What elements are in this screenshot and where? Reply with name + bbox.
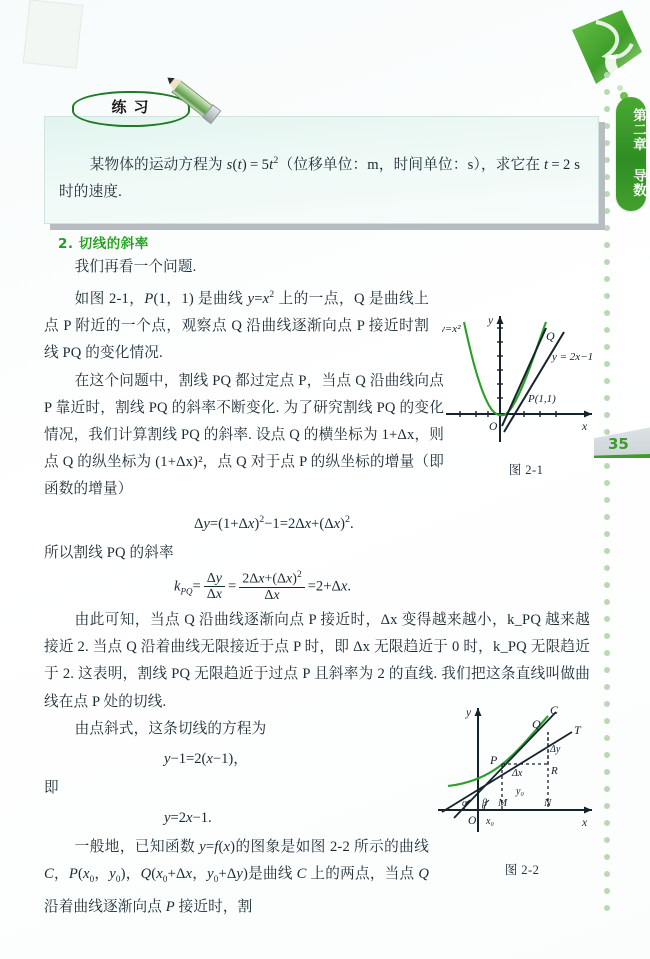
exercise-line-1 <box>59 147 582 179</box>
figure-2-1-x-axis-label: x <box>582 421 588 433</box>
figure-2-2-delta-y-label: Δy <box>550 744 561 755</box>
figure-2-2-curve-label: C <box>550 703 559 717</box>
paragraph-so-slope: 所以割线 PQ 的斜率 <box>44 544 174 561</box>
figure-2-1-point-p-label: P(1,1) <box>528 393 556 405</box>
chapter-tab: 第二章 导数 <box>616 97 646 211</box>
main-content <box>44 232 590 921</box>
equation-delta-y: $\Delta y=(1+\Delta x)^2-1=2\Delta x+(\Delta x)^2$. <box>194 513 354 532</box>
figure-2-1-curve-label: y=x² <box>442 323 461 335</box>
exercise-formula-s-of-t: $s(t) = 5t^2$ <box>226 155 279 173</box>
exercise-formula-t-equals-2s: t = 2 s <box>544 156 581 173</box>
para2-part-a: 如图 2-1， <box>74 291 145 308</box>
section-heading: 2. 切线的斜率 <box>58 236 149 252</box>
figure-2-1-line-label: y = 2x−1 <box>552 351 594 363</box>
figure-2-2-point-p-label: P <box>490 753 498 767</box>
figure-2-2-delta-x-label: Δx <box>512 768 523 779</box>
figure-2-2-tangent-label: T <box>574 723 581 737</box>
paragraph-point-slope-form: 由点斜式，这条切线的方程为 <box>74 720 267 737</box>
equation-k-pq: $k_{PQ}=$ $\frac{\Delta y}{\Delta x}$ = $\frac{2\Delta x+(\Delta x)^2}{\Delta x}$ =2+Δx. <box>174 569 351 604</box>
exercise-badge-label: 练习 <box>111 98 156 116</box>
figure-2-2-point-m-label: M <box>498 797 508 809</box>
exercise-badge <box>72 89 202 129</box>
para2-part-e: 上的一点，Q 是曲线上点 P 附近的一个点，观察点 Q 沿曲线逐渐向点 P 接近时割线 PQ 的变化情况. <box>44 291 429 362</box>
figure-2-2-point-r-label: R <box>551 765 558 777</box>
figure-2-2-point-n-label: N <box>544 797 552 809</box>
para2-part-c: 是曲线 <box>193 291 248 308</box>
para2-point-p: P <box>144 291 154 308</box>
exercise-box <box>44 116 599 224</box>
exercise-text-mid: （位移单位：m，时间单位：s），求它在 <box>278 156 545 173</box>
para2-function: y <box>247 291 255 308</box>
exercise-text-prefix: 某物体的运动方程为 <box>89 156 227 173</box>
equation-tangent-simplified: y=2x−1. <box>164 810 212 827</box>
figure-2-2-x0-label: x₀ <box>486 816 494 827</box>
figure-2-2-angle-alpha-label: α <box>462 798 468 809</box>
figure-2-2-origin-label: O <box>468 815 477 827</box>
figure-2-2-y-axis-label: y <box>466 707 472 719</box>
paragraph-secant-slope: 在这个问题中，割线 PQ 都过定点 P，当点 Q 沿曲线向点 P 靠近时，割线 PQ 的斜率不断变化. 为了研究割线 PQ 的变化情况，我们计算割线 PQ 的斜率. 设点 Q 的横坐标为 1+Δx，则点 Q 的纵坐标为 (1+Δx)²，点 Q 对于点 P 的纵坐标的增量（即函数的增量） <box>44 372 444 498</box>
figure-2-2-angle-beta-label: β <box>482 798 487 809</box>
figure-2-2-point-q-label: Q <box>532 717 541 731</box>
figure-2-1-point-q-label: Q <box>546 329 555 343</box>
figure-2-1-y-axis-label: y <box>488 315 494 327</box>
paragraph-limit-discussion: 由此可知，当点 Q 沿曲线逐渐向点 P 接近时，Δx 变得越来越小，k_PQ 越来越接近 2. 当点 Q 沿着曲线无限接近于点 P 时，即 Δx 无限趋近于 0 时，k_PQ 无限趋近于 2. 这表明，割线 PQ 无限趋近于过点 P 且斜率为 2 的直线. 我们把这条直线叫做曲线在点 P 处的切线. <box>44 612 590 710</box>
paragraph-figure-reference: 如图 2-1，P(1，1) 是曲线 $y=x^2$ 上的一点，Q 是曲线上点 P 附近的一个点，观察点 Q 沿曲线逐渐向点 P 接近时割线 PQ 的变化情况. <box>44 289 429 362</box>
figure-2-1-caption: 图 2-1 <box>508 463 544 477</box>
figure-2-2-x-axis-label: x <box>582 817 588 829</box>
decorative-paper-sheet <box>23 0 83 69</box>
figure-2-2-y0-label: y₀ <box>516 786 524 797</box>
paragraph-general-case: 一般地，已知函数 y=f(x)的图象是如图 2-2 所示的曲线 C，$P(x_0$，$y_0$)，$Q(x_0+\Delta x$，$y_0+\Delta y$)是曲线 C 上的两点，当点 Q 沿着曲线逐渐向点 P 接近时，割 <box>44 839 430 915</box>
paragraph-that-is: 即 <box>44 780 59 797</box>
figure-2-1-origin-label: O <box>489 421 498 433</box>
paragraph-intro: 我们再看一个问题. <box>74 259 197 275</box>
figure-2-2-caption: 图 2-2 <box>504 863 540 877</box>
exercise-body <box>45 117 598 206</box>
exercise-line-2: 时的速度. <box>59 183 123 200</box>
page-number: 35 <box>608 435 629 453</box>
equation-tangent-point-slope: y−1=2(x−1)， <box>164 751 248 768</box>
